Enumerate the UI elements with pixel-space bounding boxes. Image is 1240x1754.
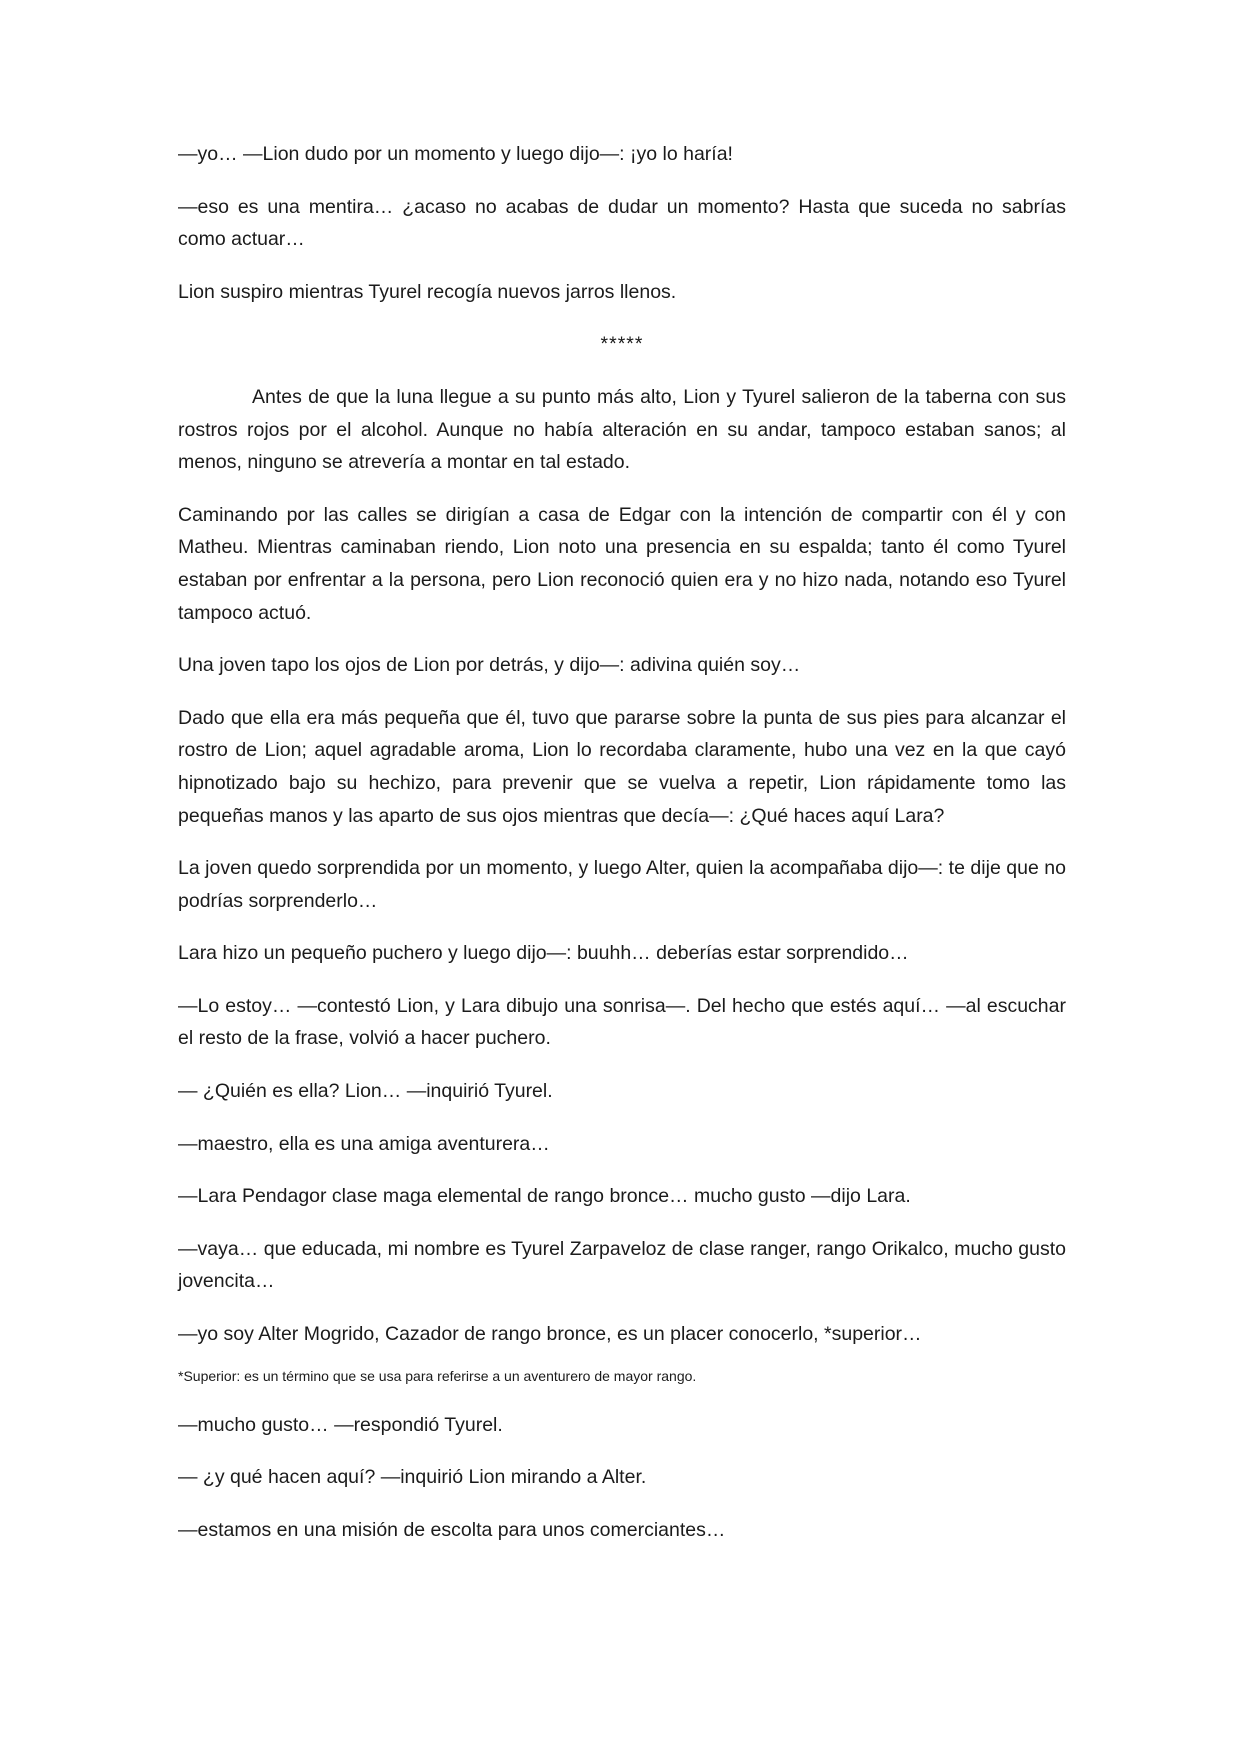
paragraph: —Lara Pendagor clase maga elemental de rango bronce… mucho gusto —dijo Lara. xyxy=(178,1185,911,1208)
paragraph: —yo… —Lion dudo por un momento y luego dijo—: ¡yo lo haría! xyxy=(178,143,733,165)
paragraph: — ¿Quién es ella? Lion… —inquirió Tyurel. xyxy=(178,1080,553,1103)
document-page xyxy=(178,138,1066,1566)
paragraph: —maestro, ella es una amiga aventurera… xyxy=(178,1132,550,1155)
footnote: *Superior: es un término que se usa para referirse a un aventurero de mayor rango. xyxy=(178,1367,697,1384)
paragraph: — ¿y qué hacen aquí? —inquirió Lion mirando a Alter. xyxy=(178,1466,647,1489)
paragraph: —Lo estoy… —contestó Lion, y Lara dibujo una sonrisa—. Del hecho que estés aquí… —al escuchar el resto de la frase, volvió a hacer puchero. xyxy=(178,994,1066,1050)
paragraph: Lion suspiro mientras Tyurel recogía nuevos jarros llenos. xyxy=(178,280,677,303)
paragraph: —estamos en una misión de escolta para unos comerciantes… xyxy=(178,1518,726,1541)
scene-separator: ***** xyxy=(600,333,644,356)
paragraph: —yo soy Alter Mogrido, Cazador de rango bronce, es un placer conocerlo, *superior… xyxy=(178,1323,922,1346)
paragraph: Dado que ella era más pequeña que él, tuvo que pararse sobre la punta de sus pies para alcanzar el rostro de Lion; aquel agradable aroma, Lion lo recordaba claramente, hubo una vez en la que cayó hipnotizado bajo su hechizo, para prevenir que se vuelva a repetir, Lion rápidamente tomo las pequeñas manos y las aparto de sus ojos mientras que decía—: ¿Qué haces aquí Lara? xyxy=(178,706,1066,827)
paragraph: Antes de que la luna llegue a su punto más alto, Lion y Tyurel salieron de la taberna con sus rostros rojos por el alcohol. Aunque no había alteración en su andar, tampoco estaban sanos; al menos, ninguno se atrevería a montar en tal estado. xyxy=(178,385,1066,474)
paragraph: Caminando por las calles se dirigían a casa de Edgar con la intención de compartir con él y con Matheu. Mientras caminaban riendo, Lion noto una presencia en su espalda; tanto él como Tyurel estaban por enfrentar a la persona, pero Lion reconoció quien era y no hizo nada, notando eso Tyurel tampoco actuó. xyxy=(178,503,1066,624)
paragraph: Una joven tapo los ojos de Lion por detrás, y dijo—: adivina quién soy… xyxy=(178,654,801,677)
paragraph: La joven quedo sorprendida por un momento, y luego Alter, quien la acompañaba dijo—: te dije que no podrías sorprenderlo… xyxy=(178,857,1066,912)
paragraph: —mucho gusto… —respondió Tyurel. xyxy=(178,1413,503,1436)
paragraph: —vaya… que educada, mi nombre es Tyurel Zarpaveloz de clase ranger, rango Orikalco, mucho gusto jovencita… xyxy=(178,1237,1066,1293)
paragraph: —eso es una mentira… ¿acaso no acabas de dudar un momento? Hasta que suceda no sabrías como actuar… xyxy=(178,195,1066,251)
paragraph: Lara hizo un pequeño puchero y luego dijo—: buuhh… deberías estar sorprendido… xyxy=(178,942,909,965)
